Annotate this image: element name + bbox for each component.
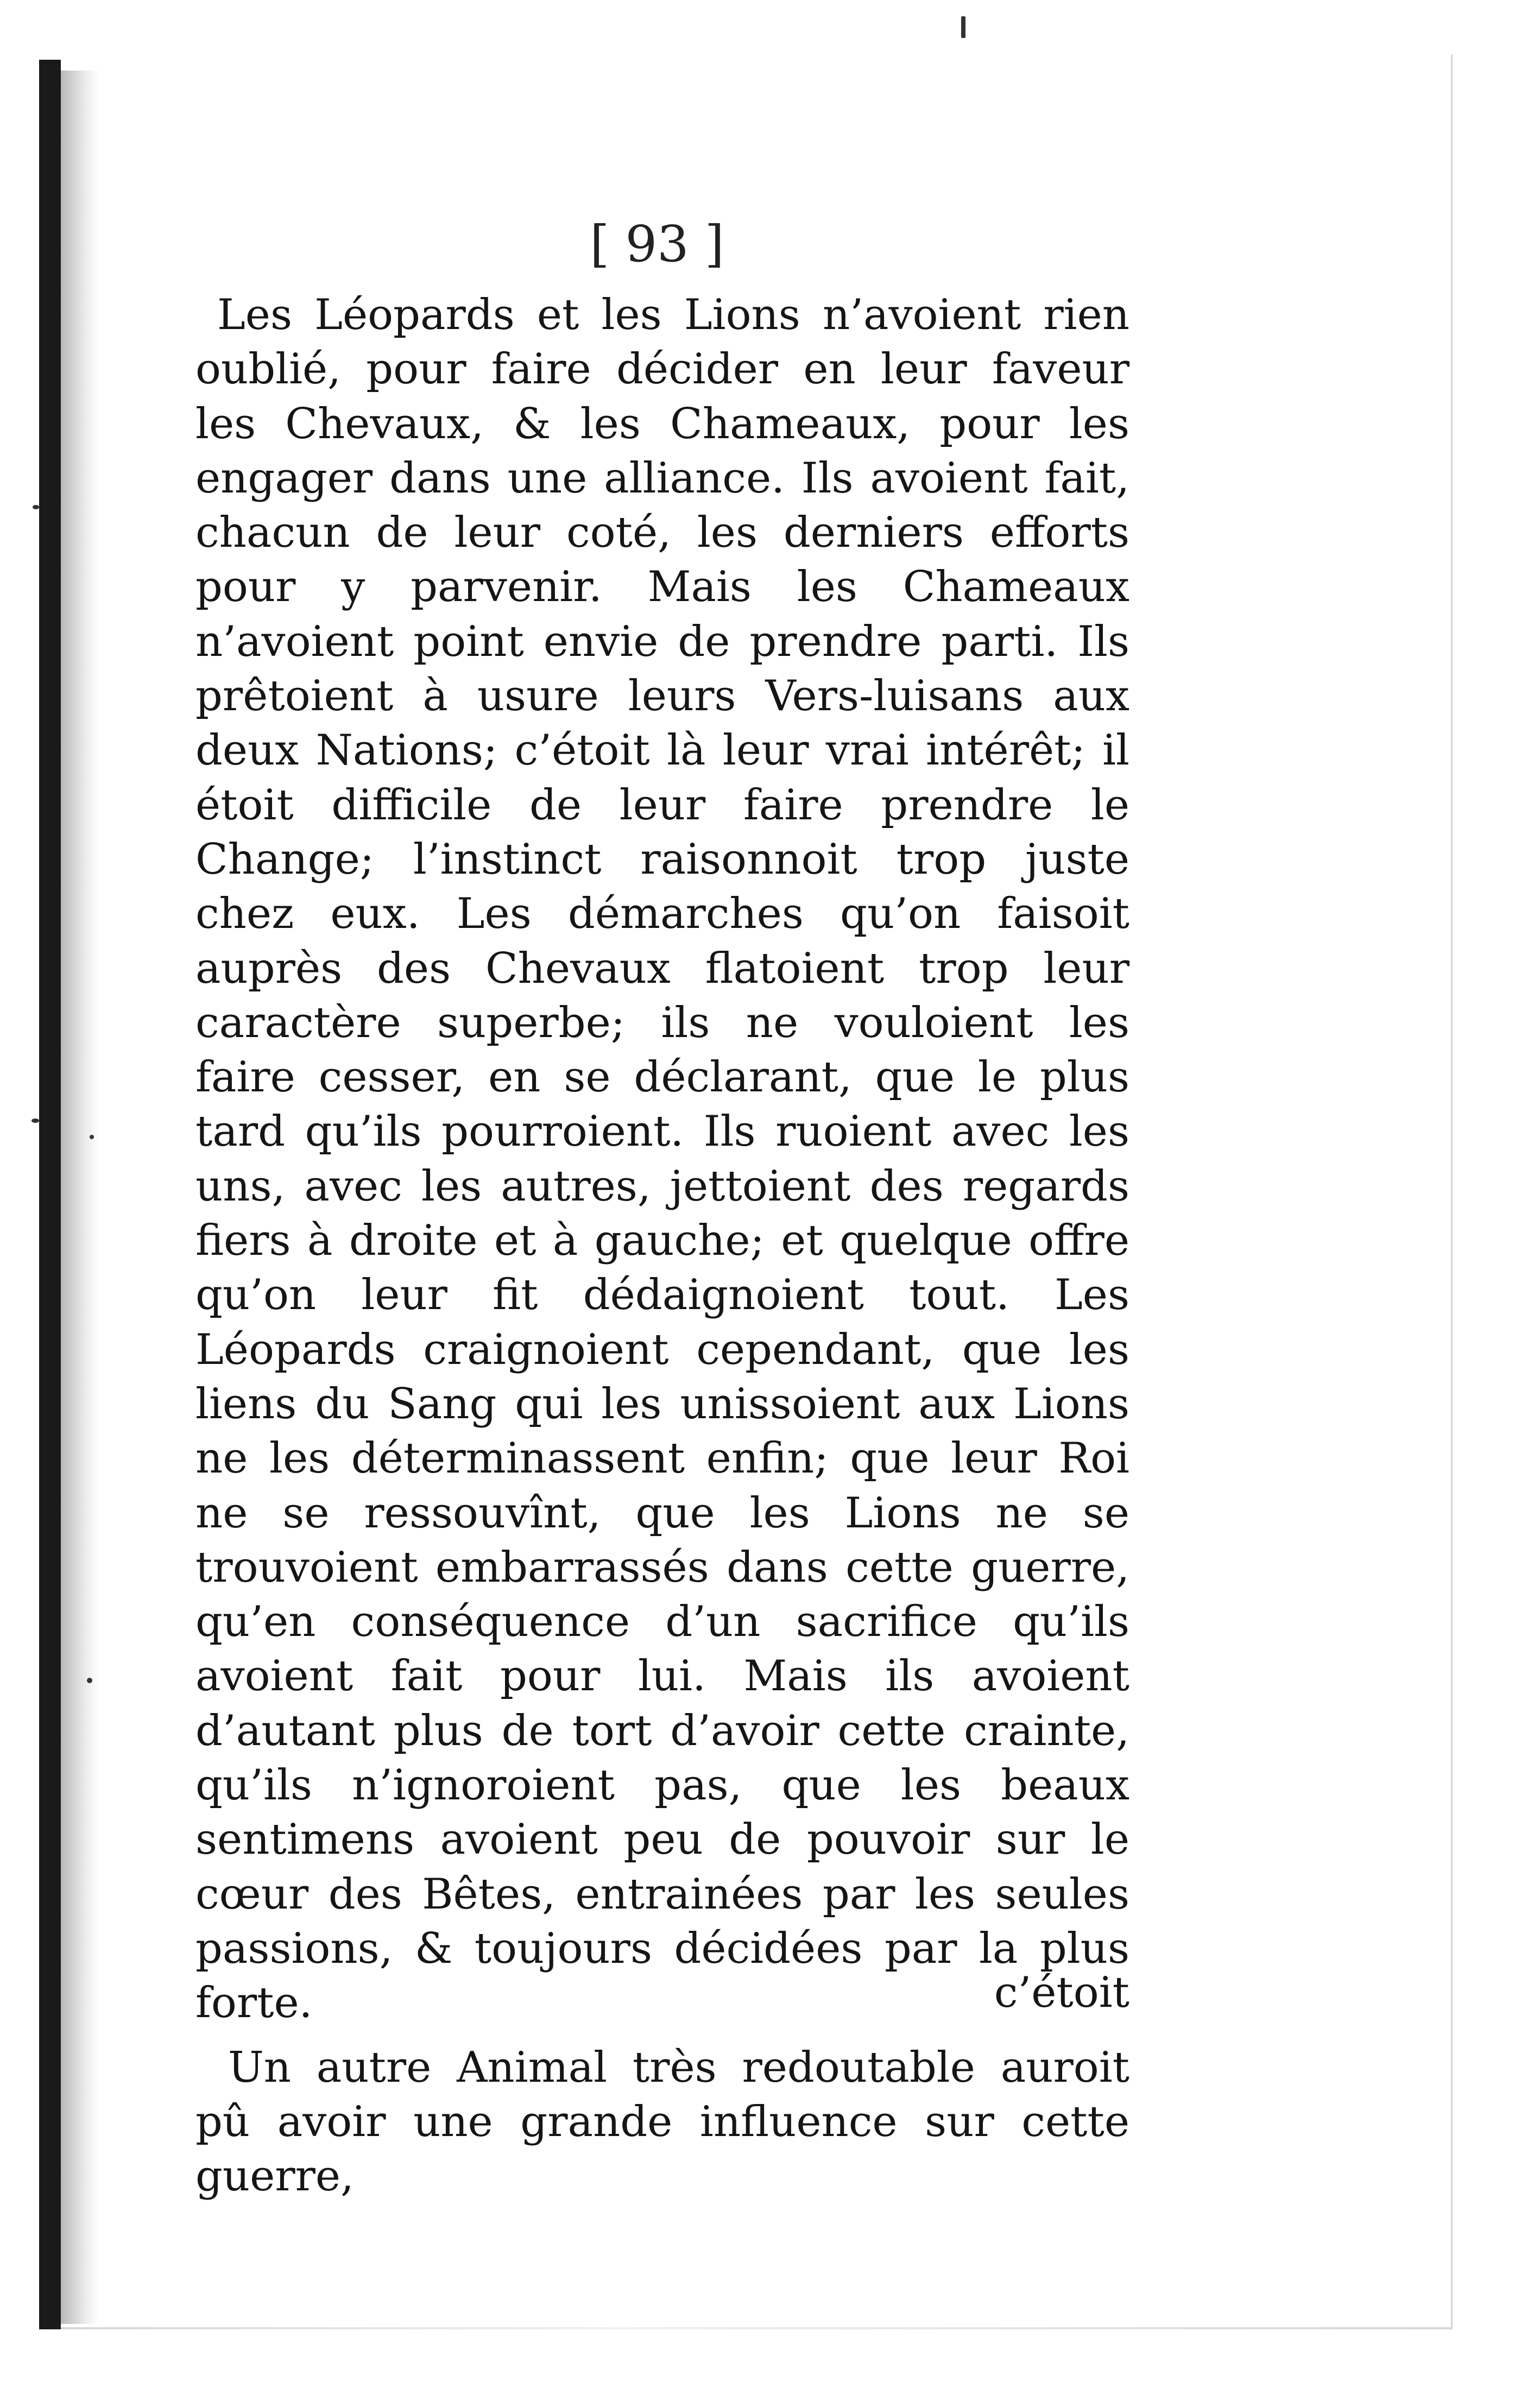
gutter-shading bbox=[61, 71, 99, 2324]
body-text bbox=[195, 288, 1129, 2203]
paragraph: Les Léopards et les Lions n’avoient rien oublié, pour faire décider en leur faveur les Chevaux, & les Chameaux, pour les engager dans une alliance. Ils avoient fait, chacun de leur coté, les derniers efforts pour y parvenir. Mais les Chameaux n’avoient point envie de prendre parti. Ils prêtoient à usure leurs Vers-luisans aux deux Nations; c’étoit là leur vrai intérêt; il étoit difficile de leur faire prendre le Change; l’instinct raisonnoit trop juste chez eux. Les démarches qu’on faisoit auprès des Chevaux flatoient trop leur caractère superbe; ils ne vouloient les faire cesser, en se déclarant, que le plus tard qu’ils pourroient. Ils ruoient avec les uns, avec les autres, jettoient des regards fiers à droite et à gauche; et quelque offre qu’on leur fit dédaignoient tout. Les Léopards craignoient cependant, que les liens du Sang qui les unissoient aux Lions ne les déterminassent enfin; que leur Roi ne se ressouvînt, que les Lions ne se trouvoient embarrassés dans cette guerre, qu’en conséquence d’un sacrifice qu’ils avoient fait pour lui. Mais ils avoient d’autant plus de tort d’avoir cette crainte, qu’ils n’ignoroient pas, que les beaux sentimens avoient peu de pouvoir sur le cœur des Bêtes, entrainées par les seules passions, & toujours décidées par la plus forte. bbox=[195, 290, 1129, 2028]
paragraph: Un autre Animal très redoutable auroit pû avoir une grande influence sur cette guerre, bbox=[195, 2043, 1129, 2201]
page-right-edge bbox=[1451, 54, 1453, 2329]
catchword: c’étoit bbox=[994, 1968, 1129, 2017]
page-number: [ 93 ] bbox=[590, 215, 724, 273]
book-spine-shadow bbox=[39, 60, 61, 2329]
page-bottom-edge bbox=[61, 2327, 1451, 2329]
